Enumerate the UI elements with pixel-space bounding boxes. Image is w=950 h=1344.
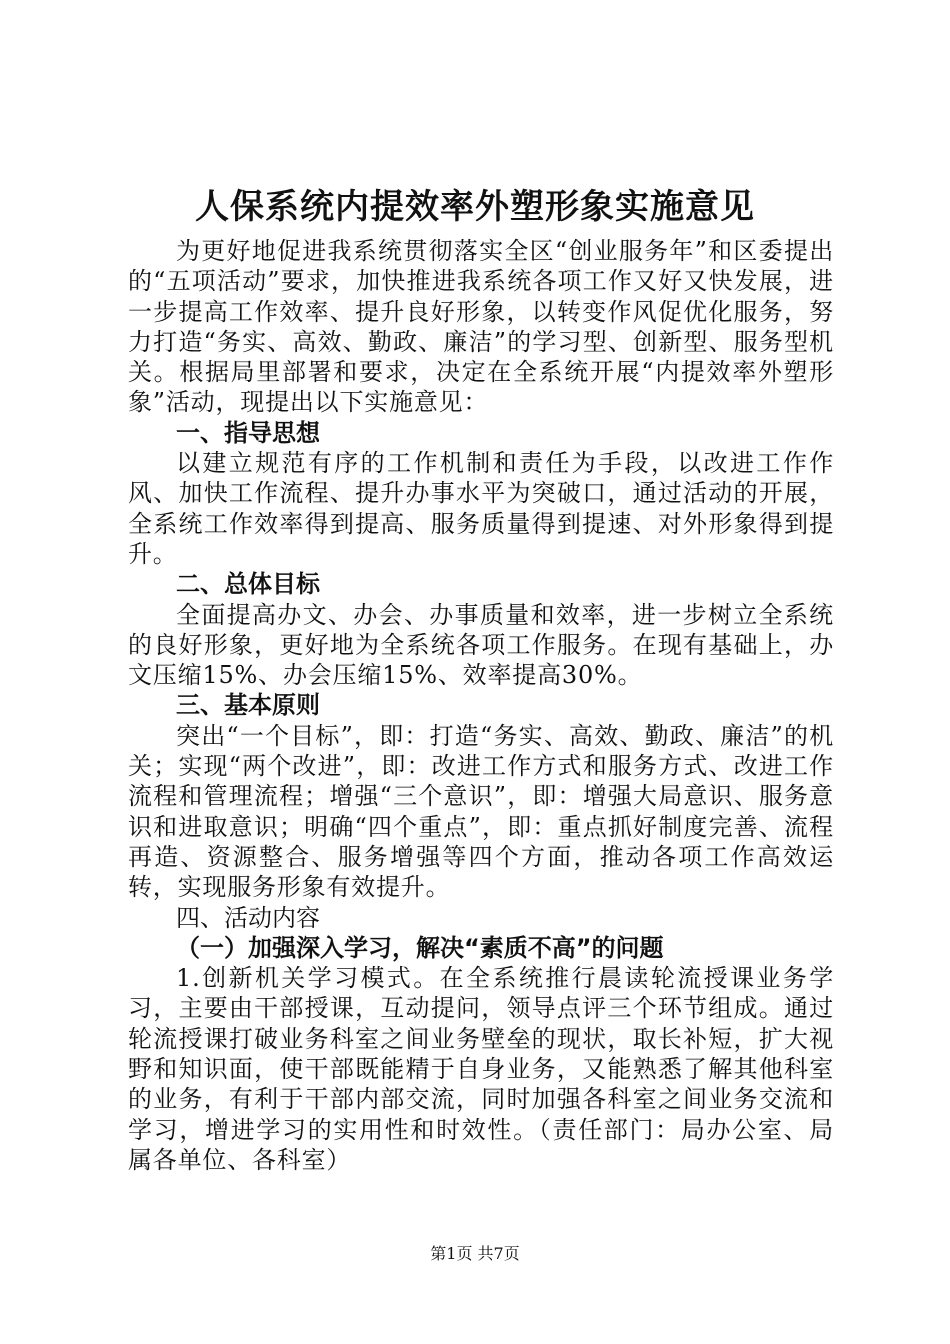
section-paragraph-learning-mode: 1.创新机关学习模式。在全系统推行晨读轮流授课业务学习，主要由干部授课，互动提问，领导点评三个环节组成。通过轮流授课打破业务科室之间业务壁垒的现状，取长补短，扩大视野和知识面，使干部既能精于自身业务，又能熟悉了解其他科室的业务，有利于干部内部交流，同时加强各科室之间业务交流和学习，增进学习的实用性和时效性。（责任部门：局办公室、局属各单位、各科室）	[128, 964, 834, 1174]
section-heading-overall-goal: 二、总体目标	[176, 570, 320, 599]
section-heading-activity-content: 四、活动内容	[176, 903, 320, 932]
section-paragraph-overall-goal: 全面提高办文、办会、办事质量和效率，进一步树立全系统的良好形象，更好地为全系统各项工作服务。在现有基础上，办文压缩15%、办会压缩15%、效率提高30%。	[128, 600, 834, 690]
section-paragraph-guiding-ideology: 以建立规范有序的工作机制和责任为手段，以改进工作作风、加快工作流程、提升办事水平为突破口，通过活动的开展，全系统工作效率得到提高、服务质量得到提速、对外形象得到提升。	[128, 449, 834, 568]
section-heading-guiding-ideology: 一、指导思想	[176, 418, 320, 447]
section-heading-basic-principles: 三、基本原则	[176, 691, 320, 720]
document-body	[128, 236, 834, 1175]
subsection-heading-learning: （一）加强深入学习，解决“素质不高”的问题	[176, 933, 664, 962]
intro-paragraph: 为更好地促进我系统贯彻落实全区“创业服务年”和区委提出的“五项活动”要求，加快推进我系统各项工作又好又快发展，进一步提高工作效率、提升良好形象，以转变作风促优化服务，努力打造“务实、高效、勤政、廉洁”的学习型、创新型、服务型机关。根据局里部署和要求，决定在全系统开展“内提效率外塑形象”活动，现提出以下实施意见：	[128, 237, 834, 417]
section-paragraph-basic-principles: 突出“一个目标”，即：打造“务实、高效、勤政、廉洁”的机关；实现“两个改进”，即：改进工作方式和服务方式、改进工作流程和管理流程；增强“三个意识”，即：增强大局意识、服务意识和进取意识；明确“四个重点”，即：重点抓好制度完善、流程再造、资源整合、服务增强等四个方面，推动各项工作高效运转，实现服务形象有效提升。	[128, 721, 834, 902]
document-title: 人保系统内提效率外塑形象实施意见	[195, 187, 755, 227]
page-number-footer: 第1页 共7页	[430, 1244, 520, 1263]
